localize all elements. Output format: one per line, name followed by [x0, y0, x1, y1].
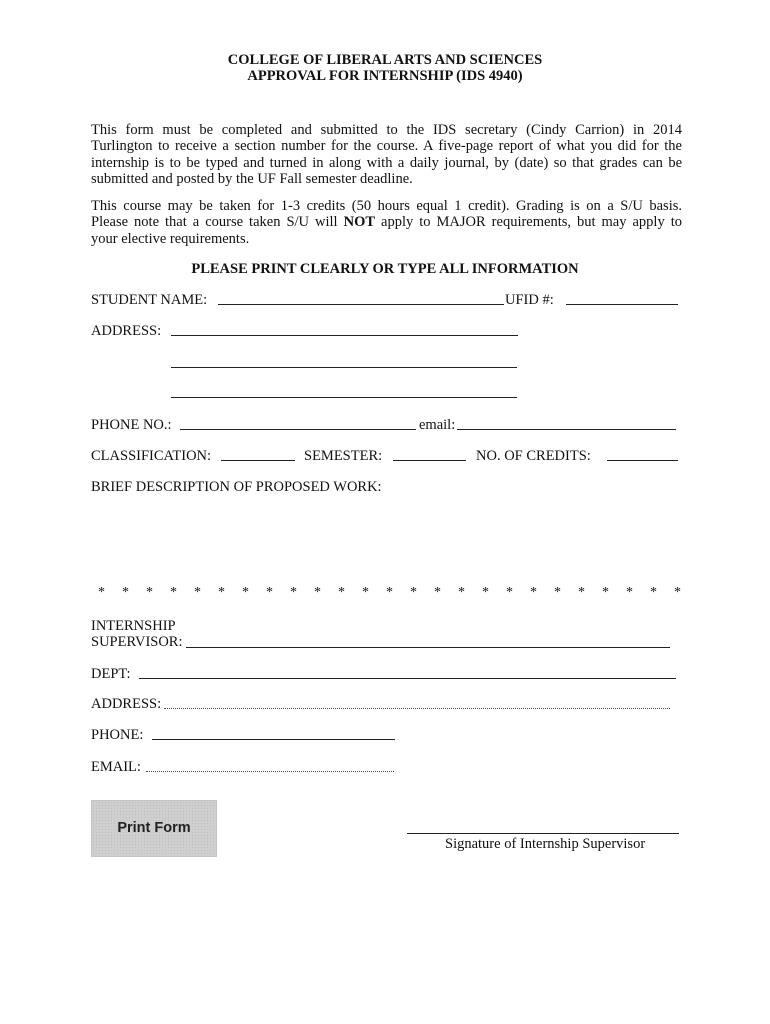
intro-line: Turlington to receive a section number for the course. A five-page report of what you did for the [91, 138, 682, 155]
separator-star: * [266, 585, 273, 600]
separator-star: * [482, 585, 489, 600]
separator-star: * [410, 585, 417, 600]
intro-line: submitted and posted by the UF Fall semester deadline. [91, 170, 413, 187]
form-subtitle: APPROVAL FOR INTERNSHIP (IDS 4940) [247, 68, 523, 84]
supervisor-label-line2: SUPERVISOR: [91, 634, 183, 650]
student-address-field-1[interactable] [171, 335, 518, 336]
separator-star: * [146, 585, 153, 600]
credits-field[interactable] [607, 460, 678, 461]
separator-star: * [650, 585, 657, 600]
separator-star: * [314, 585, 321, 600]
supervisor-label-line1: INTERNSHIP [91, 618, 176, 634]
separator-star: * [242, 585, 249, 600]
classification-field[interactable] [221, 460, 295, 461]
separator-star: * [506, 585, 513, 600]
not-emphasis: NOT [343, 214, 376, 231]
student-name-label: STUDENT NAME: [91, 292, 208, 308]
signature-caption: Signature of Internship Supervisor [445, 836, 646, 852]
form-title: COLLEGE OF LIBERAL ARTS AND SCIENCES [227, 52, 543, 68]
credits-text: Please note that a course taken S/U will [91, 214, 344, 231]
phone-field[interactable] [180, 429, 416, 430]
credits-line: This course may be taken for 1-3 credits (50 hours equal 1 credit). Grading is on a S/U basis. [91, 198, 682, 214]
intro-paragraph [91, 122, 682, 187]
credits-text: apply to MAJOR requirements, but may apply to [375, 214, 682, 231]
credits-paragraph [91, 198, 682, 247]
separator-star: * [290, 585, 297, 600]
separator-star: * [122, 585, 129, 600]
ufid-field[interactable] [566, 304, 678, 305]
signature-line[interactable] [407, 833, 679, 834]
separator-star: * [362, 585, 369, 600]
student-address-field-3[interactable] [171, 397, 517, 398]
separator-star: * [626, 585, 633, 600]
semester-field[interactable] [393, 460, 466, 461]
separator-star: * [218, 585, 225, 600]
print-form-label: Print Form [117, 820, 191, 836]
dept-label: DEPT: [91, 666, 131, 682]
student-address-label: ADDRESS: [91, 323, 162, 339]
supervisor-address-field[interactable] [164, 708, 670, 709]
dept-field[interactable] [139, 678, 676, 679]
student-name-field[interactable] [218, 304, 504, 305]
student-address-field-2[interactable] [171, 367, 517, 368]
print-instruction: PLEASE PRINT CLEARLY OR TYPE ALL INFORMATION [191, 261, 579, 277]
intro-line: This form must be completed and submitted to the IDS secretary (Cindy Carrion) in 2014 [91, 122, 682, 138]
separator-star: * [338, 585, 345, 600]
separator-star: * [386, 585, 393, 600]
separator-star: * [674, 585, 681, 600]
separator-star: * [530, 585, 537, 600]
separator-star: * [194, 585, 201, 600]
description-label: BRIEF DESCRIPTION OF PROPOSED WORK: [91, 479, 382, 495]
semester-label: SEMESTER: [304, 448, 383, 464]
ufid-label: UFID #: [505, 292, 554, 308]
phone-label: PHONE NO.: [91, 417, 172, 433]
credits-line [91, 214, 682, 230]
supervisor-email-field[interactable] [146, 771, 394, 772]
supervisor-phone-label: PHONE: [91, 727, 144, 743]
separator-star: * [578, 585, 585, 600]
supervisor-address-label: ADDRESS: [91, 696, 162, 712]
intro-line: internship is to be typed and turned in along with a daily journal, by (date) so that grades can be [91, 154, 682, 171]
separator-star: * [602, 585, 609, 600]
classification-label: CLASSIFICATION: [91, 448, 212, 464]
credits-label: NO. OF CREDITS: [476, 448, 591, 464]
email-field[interactable] [457, 429, 676, 430]
separator-star: * [98, 585, 105, 600]
separator-star: * [434, 585, 441, 600]
print-form-button[interactable] [91, 800, 217, 857]
credits-line: your elective requirements. [91, 230, 250, 247]
supervisor-phone-field[interactable] [152, 739, 395, 740]
supervisor-email-label: EMAIL: [91, 759, 141, 775]
separator-star: * [170, 585, 177, 600]
separator-star: * [554, 585, 561, 600]
supervisor-name-field[interactable] [186, 647, 670, 648]
email-label: email: [419, 417, 456, 433]
separator-star: * [458, 585, 465, 600]
